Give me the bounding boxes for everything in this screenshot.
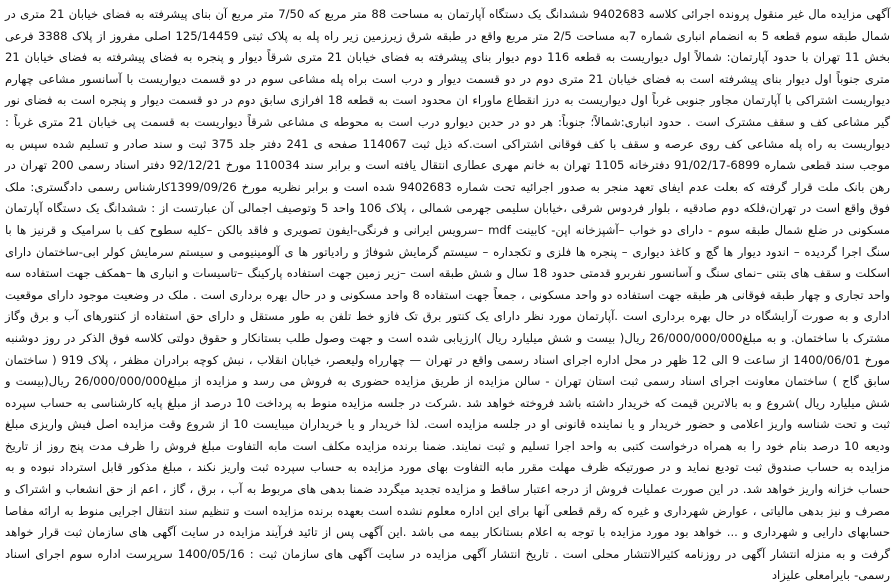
auction-notice-body: آگهی مزایده مال غیر منقول پرونده اجرائی کلاسه 9402683 ششدانگ یک دستگاه آپارتمان به مساحت 88 متر مربع که 7/50 متر مربع آن بنای پیشرفته به فضای خیابان 21 متری در شمال طبقه سوم قطعه 5 به انضمام انباری شماره 7به مساحت 2/5 متر مربع واقع در طبقه شرق زیرزمین زیر راه پله به پلاک ثبتی 125/14459 اصلی مفروز از پلاک 3388 فرعی بخش 11 تهران با حدود آپارتمان: شمالاً اول دیواریست به قطعه 116 دوم دیوار بنای پیشرفته به فضای خیابان 21 متری شرقاً دیوار و پنجره به فضای پیشرفته به فضای خیابان 21 متری جنوباً اول دیوار بنای پیشرفته است به فضای خیابان 21 متری دوم در دو قسمت دیوار و درب است براه پله مشاعی سوم در دو قسمت دیواریست با آسانسور مشاعی چهارم دیواریست اشتراکی با آپارتمان مجاور جنوبی غرباً اول دیواریست به درز انقطاع ماوراء ان محدود است به قطعه 18 افرازی سابق دوم در دو قسمت دیوار و پنجره است به فضای نور گیر مشاعی کف و سقف مشترک است . حدود انباری:شمالاً؛ جنوباً: هر دو در حدین دیوارو درب است به محوطه ی مشاعی شرقاً دیواریست به قسمت پی خیابان 21 متری غرباً : دیواریست به راه پله مشاعی کف روی عرصه و سقف با کف فوقانی اشتراکی است.که ذیل ثبت 114067 صفحه ی 241 دفتر جلد 375 ثبت و سند صادر و تسلیم شده سپس به موجب سند قطعی شماره 6899-91/02/17 دفترخانه 1105 تهران به خانم مهری عطاری انتقال یافته است و برابر سند 110034 مورخ 92/12/21 دفتر اسناد رسمی 200 تهران در رهن بانک ملت قرار گرفته که بعلت عدم ایفای تعهد منجر به صدور اجرائیه تحت شماره 9402683 شده است و برابر نظریه مورخ 1399/09/26کارشناس رسمی دادگستری: ملک فوق واقع است در تهران،فلکه دوم صادقیه ، بلوار فردوس شرقی ،خیابان سلیمی جهرمی شمالی ، پلاک 106 واحد 5 وتوصیف اجمالی آن عبارتست از : ششدانگ یک دستگاه آپارتمان مسکونی در ضلع شمال طبقه سوم - دارای دو خواب –آشپزخانه اپن- کابینت mdf –سرویس ایرانی و فرنگی-ایفون تصویری و فاقد بالکن –کلیه سطوح کف با سرامیک و قرنیز ها با سنگ اجرا گردیده – اندود دیوار ها گچ و کاغذ دیواری – پنجره ها فلزی و تکجداره – سیستم گرمایش شوفاژ و رادیاتور ها ی آلومینیومی و سیستم سرمایش کولر ابی-ساختمان دارای اسکلت و سقف های بتنی –نمای سنگ و آسانسور نفربرو قدمتی حدود 18 سال و شش طبقه است –زیر زمین جهت استفاده پارکینگ –تاسیسات و انباری ها –همکف جهت استفاده سه واحد تجاری و چهار طبقه فوقانی هر طبقه جهت استفاده دو واحد مسکونی ، جمعاً جهت استفاده 8 واحد مسکونی و در حال بهره برداری است . ملک در وضعیت موجود دارای موقعیت اداری و به صورت آرایشگاه در حال بهره برداری است .آپارتمان مورد نظر دارای یک کنتور برق تک فازو خط تلفن به طور مستقل و دارای حق استفاده از کنتورهای آب و برق وگاز مشترک با ساختمان. و به مبلغ26/000/000/000 ریال( بیست و شش میلیارد ریال )ارزیابی شده است و جهت وصول طلب بستانکار و حقوق دولتی کلاسه فوق الذکر در روز دوشنبه مورخ 1400/06/01 از ساعت 9 الی 12 ظهر در محل اداره اجرای اسناد رسمی واقع در تهران — چهارراه ولیعصر، خیابان انقلاب ، نبش کوچه برادران مظفر ، پلاک 919 ( ساختمان سابق گاج ) ساختمان معاونت اجرای اسناد رسمی ثبت استان تهران - سالن مزایده از طریق مزایده حضوری به فروش می رسد و مزایده از مبلغ26/000/000/000 ریال(بیست و شش میلیارد ریال )شروع و به بالاترین قیمت که خریدار داشته باشد فروخته خواهد شد .شرکت در جلسه مزایده منوط به پرداخت 10 درصد از مبلغ پایه کارشناسی به حساب سپرده ثبت و تحت شناسه واریز اعلامی و حضور خریدار و یا نماینده قانونی او در جلسه مزایده است. لذا خریدار و یا خریداران میبایست 10 از شروع وقت مزایده اصل فیش واریزی مبلغ ودیعه 10 درصد بنام خود را به همراه درخواست کتبی به واحد اجرا تسلیم و ثبت نمایند. ضمنا برنده مزایده مکلف است مابه التفاوت مبلغ فروش را ظرف مدت پنج روز از تاریخ مزایده به حساب صندوق ثبت تودیع نماید و در صورتیکه ظرف مهلت مقرر مابه التفاوت بهای مورد مزایده به حساب سپرده ثبت واریز نکند ، مبلغ مذکور قابل استرداد نبوده و به حساب خزانه واریز خواهد شد. در این صورت عملیات فروش از درجه اعتبار ساقط و مزایده تجدید میگردد ضمنا بدهی های مربوط به آب ، برق ، گاز ، اعم از حق انشعاب و اشتراک و مصرف و نیز بدهی مالیاتی ، عوارض شهرداری و غیره که رقم قطعی آنها برای این اداره معلوم نشده است بعهده برنده مزایده است و تنظیم سند انتقال اجرایی منوط به ارائه مفاصا حسابهای دارایی و شهرداری و ... خواهد بود مورد مزایده با توجه به اعلام بستانکار بیمه می باشد .این آگهی پس از تائید فرآیند مزایده در سایت آگهی های سازمان ثبت قرار خواهد گرفت و به منزله انتشار آگهی در روزنامه کثیرالانتشار محلی است . تاریخ انتشار آگهی مزایده در سایت آگهی های سازمان ثبت : 1400/05/16 سرپرست اداره سوم اجرای اسناد رسمی- بایرامعلی علیزاد <box>5 7 891 583</box>
